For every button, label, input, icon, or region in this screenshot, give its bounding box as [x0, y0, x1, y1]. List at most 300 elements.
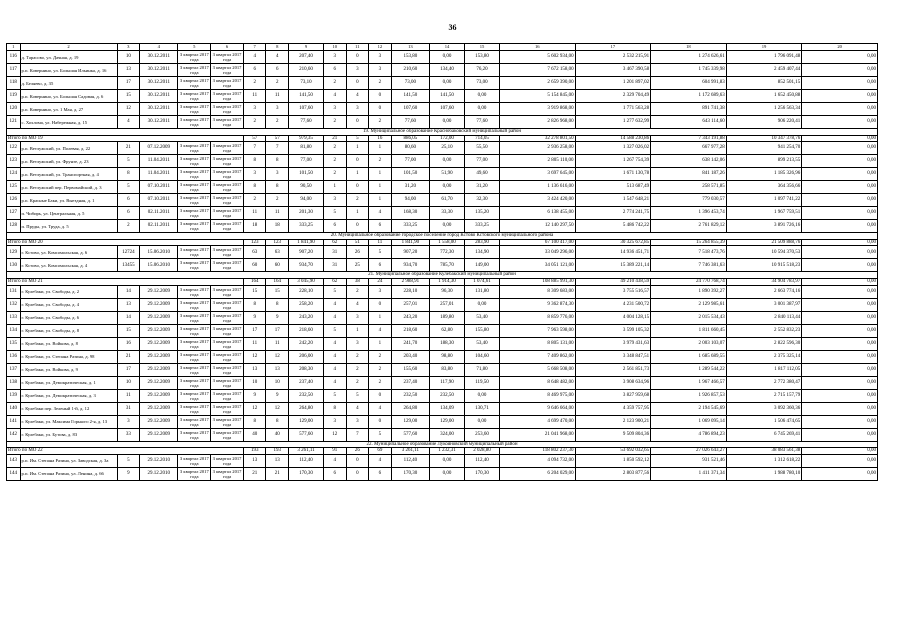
- table-cell: 0,00: [802, 311, 878, 324]
- table-cell: 12: [117, 103, 140, 116]
- table-cell: 3 квартал 2017 года: [179, 169, 209, 180]
- table-cell: 0: [346, 220, 369, 233]
- table-cell: 3 квартал 2017 года: [212, 377, 242, 388]
- table-cell: 0,00: [802, 454, 878, 467]
- table-cell: 0,00: [430, 51, 465, 64]
- table-cell: 2: [243, 77, 266, 90]
- subtotal-cell: 69: [369, 448, 392, 455]
- address-cell: г. Кулебаки пер. Зеленый 1-й, д. 12: [20, 402, 117, 415]
- row-number: 141: [7, 415, 21, 428]
- column-number: 8: [266, 44, 289, 51]
- table-cell: 3 467 390,58: [575, 64, 651, 77]
- table-row: [7, 207, 878, 220]
- table-cell: 101,50: [289, 168, 324, 181]
- subtotal-cell: 62: [324, 278, 347, 285]
- table-cell: 11.04.2011: [140, 168, 178, 181]
- table-cell: 1 289 544,22: [651, 363, 727, 376]
- table-cell: 10 915 518,23: [726, 259, 802, 272]
- table-cell: 0,00: [802, 155, 878, 168]
- table-cell: 4 231 500,72: [575, 298, 651, 311]
- table-row: [7, 246, 878, 259]
- table-cell: 11: [243, 207, 266, 220]
- table-cell: 0: [369, 415, 392, 428]
- table-cell: 1 745 339,98: [651, 64, 727, 77]
- table-cell: 3 348 847,51: [575, 350, 651, 363]
- table-cell: 29.12.2009: [140, 337, 178, 350]
- table-cell: 0,00: [802, 90, 878, 103]
- table-cell: 2 772 380,47: [726, 376, 802, 389]
- table-cell: 81,80: [289, 142, 324, 155]
- table-cell: 30.12.2011: [140, 77, 178, 90]
- table-row: [7, 168, 878, 181]
- table-cell: 5: [117, 181, 140, 194]
- table-cell: 3 квартал 2017 года: [212, 143, 242, 154]
- table-cell: 210,60: [289, 64, 324, 77]
- table-cell: 3: [346, 103, 369, 116]
- table-cell: 1 069 095,14: [651, 415, 727, 428]
- row-number: 118: [7, 77, 21, 90]
- table-cell: 12724: [117, 246, 140, 259]
- table-cell: 77,00: [289, 155, 324, 168]
- subtotal-label: Итого по МО 21: [7, 278, 244, 285]
- table-cell: 3: [346, 311, 369, 324]
- subtotal-cell: 172,00: [430, 135, 465, 142]
- table-cell: 33 049 296,00: [499, 246, 575, 259]
- table-cell: 203,40: [391, 350, 429, 363]
- table-cell: 6: [266, 64, 289, 77]
- table-cell: 577,60: [289, 428, 324, 441]
- table-cell: 9 362 874,30: [499, 298, 575, 311]
- table-cell: 3 квартал 2017 года: [212, 260, 242, 271]
- table-cell: 9 646 664,00: [499, 402, 575, 415]
- subtotal-row: [7, 448, 878, 455]
- table-cell: 0,00: [802, 181, 878, 194]
- table-cell: 6: [324, 467, 347, 480]
- table-cell: 3 квартал 2017 года: [212, 364, 242, 375]
- subtotal-cell: 2 028,80: [465, 448, 500, 455]
- table-cell: 5 154 845,00: [499, 90, 575, 103]
- subtotal-cell: 1 074,61: [465, 278, 500, 285]
- table-cell: 31,20: [391, 181, 429, 194]
- table-cell: 2 826 968,00: [499, 116, 575, 129]
- row-number: 128: [7, 220, 21, 233]
- table-cell: 2: [369, 155, 392, 168]
- table-cell: 63: [266, 246, 289, 259]
- table-cell: 2 822 596,30: [726, 337, 802, 350]
- column-number: 3: [117, 44, 140, 51]
- subtotal-cell: 0,00: [802, 135, 878, 142]
- table-cell: 2: [324, 116, 347, 129]
- table-cell: 0,00: [802, 220, 878, 233]
- column-number: 16: [499, 44, 575, 51]
- address-cell: г. Кстово, ул. Комсомольская, д. 4: [20, 259, 117, 272]
- subtotal-cell: 24: [369, 278, 392, 285]
- table-cell: 5: [117, 454, 140, 467]
- table-cell: 134,40: [430, 64, 465, 77]
- table-cell: 8: [243, 298, 266, 311]
- table-cell: 1 926 857,53: [651, 389, 727, 402]
- address-cell: г. Кулебаки, ул. Демократическая, д. 1: [20, 376, 117, 389]
- subtotal-cell: 38: [346, 278, 369, 285]
- table-cell: 1: [369, 311, 392, 324]
- subtotal-cell: 1 558,00: [430, 239, 465, 246]
- table-cell: 0,00: [802, 467, 878, 480]
- table-cell: 253,60: [465, 428, 500, 441]
- table-cell: 0,00: [430, 454, 465, 467]
- column-number: 5: [178, 44, 211, 51]
- table-cell: 1 396 453,74: [651, 207, 727, 220]
- table-cell: 907,20: [289, 246, 324, 259]
- column-number: 6: [211, 44, 244, 51]
- table-cell: 07.12.2009: [140, 142, 178, 155]
- table-cell: 0,00: [802, 51, 878, 64]
- table-cell: 155,80: [465, 324, 500, 337]
- table-cell: 2 715 157,79: [726, 389, 802, 402]
- table-cell: 210,60: [391, 64, 429, 77]
- table-cell: 2: [324, 142, 347, 155]
- table-cell: 3: [324, 415, 347, 428]
- table-row: [7, 181, 878, 194]
- table-cell: 07.10.2011: [140, 181, 178, 194]
- table-cell: 149,00: [465, 259, 500, 272]
- row-number: 124: [7, 168, 21, 181]
- table-cell: 17: [117, 363, 140, 376]
- table-cell: 5: [324, 324, 347, 337]
- table-cell: 242,20: [289, 337, 324, 350]
- table-cell: 12: [243, 350, 266, 363]
- table-cell: 0,00: [802, 246, 878, 259]
- table-cell: 3 квартал 2017 года: [212, 403, 242, 414]
- table-cell: 0: [369, 298, 392, 311]
- row-number: 138: [7, 376, 21, 389]
- subtotal-cell: 15 264 855,39: [651, 239, 727, 246]
- table-cell: 3: [369, 285, 392, 298]
- table-cell: 15.06.2010: [140, 246, 178, 259]
- table-cell: 18: [266, 220, 289, 233]
- table-cell: 207,40: [289, 51, 324, 64]
- table-cell: 73,00: [465, 77, 500, 90]
- table-cell: 13455: [117, 259, 140, 272]
- table-cell: 7 518 473,76: [651, 246, 727, 259]
- subtotal-cell: 10 347 378,76: [726, 135, 802, 142]
- table-cell: 3 919 868,00: [499, 103, 575, 116]
- address-cell: р.п. Ветлужский, ул. Полевая, д. 22: [20, 142, 117, 155]
- table-cell: 0: [346, 467, 369, 480]
- table-cell: 2: [346, 194, 369, 207]
- table-cell: 31: [324, 259, 347, 272]
- address-cell: г. Кулебаки, ул. Войкова, д. 9: [20, 363, 117, 376]
- table-cell: 60: [266, 259, 289, 272]
- table-cell: 12: [266, 350, 289, 363]
- table-cell: 77,00: [465, 155, 500, 168]
- table-cell: 4: [324, 298, 347, 311]
- table-cell: 153,80: [391, 51, 429, 64]
- table-cell: 3 908 634,96: [575, 376, 651, 389]
- table-cell: 5: [324, 285, 347, 298]
- table-cell: 4 699 470,00: [499, 415, 575, 428]
- section-heading-row: [7, 129, 878, 136]
- table-cell: 6 138 455,00: [499, 207, 575, 220]
- table-cell: 17: [117, 77, 140, 90]
- table-cell: 1 312 618,22: [726, 454, 802, 467]
- subtotal-cell: 164: [243, 278, 266, 285]
- table-cell: 129,00: [430, 415, 465, 428]
- column-number: 11: [346, 44, 369, 51]
- table-cell: 6: [117, 207, 140, 220]
- subtotal-cell: 7 343 191,88: [651, 135, 727, 142]
- table-cell: 1 277 632,99: [575, 116, 651, 129]
- table-cell: 324,00: [430, 428, 465, 441]
- table-cell: 61,70: [430, 194, 465, 207]
- table-cell: 5 668 508,00: [499, 363, 575, 376]
- table-cell: 0,00: [465, 298, 500, 311]
- table-cell: 2 194 545,69: [651, 402, 727, 415]
- table-cell: 168,30: [391, 207, 429, 220]
- table-cell: 4: [324, 363, 347, 376]
- table-cell: 73,10: [289, 77, 324, 90]
- table-cell: 112,40: [391, 454, 429, 467]
- table-cell: 73,00: [391, 77, 429, 90]
- table-cell: 577,60: [391, 428, 429, 441]
- table-cell: 3 квартал 2017 года: [179, 91, 209, 101]
- table-cell: 135,20: [465, 207, 500, 220]
- address-cell: г. Кулебаки, ул. Максима Горького 2-я, д. 13: [20, 415, 117, 428]
- table-cell: 29.12.2010: [140, 467, 178, 480]
- table-cell: 129,00: [289, 415, 324, 428]
- table-cell: 1 771 563,28: [575, 103, 651, 116]
- address-cell: г. Кулебаки, ул. Свободы, д. 4: [20, 298, 117, 311]
- table-cell: 3 квартал 2017 года: [179, 390, 209, 401]
- table-row: [7, 402, 878, 415]
- subtotal-cell: 123: [243, 239, 266, 246]
- table-cell: 8 309 683,00: [499, 285, 575, 298]
- table-cell: 931 521,46: [651, 454, 727, 467]
- table-cell: 107,60: [289, 103, 324, 116]
- table-cell: 4: [369, 402, 392, 415]
- table-cell: 3 квартал 2017 года: [212, 52, 242, 62]
- table-cell: 3 квартал 2017 года: [179, 455, 209, 466]
- subtotal-row: [7, 239, 878, 246]
- table-cell: 3 квартал 2017 года: [212, 65, 242, 75]
- subtotal-cell: 57: [243, 135, 266, 142]
- table-cell: 32,30: [465, 194, 500, 207]
- table-cell: 11.04.2011: [140, 155, 178, 168]
- table-cell: 155,60: [391, 363, 429, 376]
- address-cell: р.п. Им. Степана Разина, ул. Ленина, д. 66: [20, 467, 117, 480]
- subtotal-cell: 714,05: [465, 135, 500, 142]
- table-cell: 3: [346, 64, 369, 77]
- table-cell: 8 469 975,00: [499, 389, 575, 402]
- table-cell: 2 123 900,21: [575, 415, 651, 428]
- table-cell: 101,50: [391, 168, 429, 181]
- table-cell: 2: [369, 77, 392, 90]
- table-cell: 107,60: [430, 103, 465, 116]
- table-cell: 1: [369, 181, 392, 194]
- table-cell: 13: [243, 454, 266, 467]
- subtotal-cell: 3 261,11: [289, 448, 324, 455]
- table-cell: 2: [346, 376, 369, 389]
- table-cell: 94,00: [289, 194, 324, 207]
- table-cell: 241,70: [391, 337, 429, 350]
- table-cell: 1: [346, 168, 369, 181]
- table-cell: 1 136 616,00: [499, 181, 575, 194]
- table-cell: 2 375 325,14: [726, 350, 802, 363]
- row-number: 116: [7, 51, 21, 64]
- table-cell: 2 129 985,61: [651, 298, 727, 311]
- row-number: 131: [7, 285, 21, 298]
- table-cell: 9: [266, 389, 289, 402]
- table-cell: 0,00: [802, 64, 878, 77]
- table-cell: 141,50: [430, 90, 465, 103]
- address-cell: г. Кстово, ул. Комсомольская, д. 6: [20, 246, 117, 259]
- address-cell: р.п. Ковернино, ул. Большая Садовая, д. 6: [20, 90, 117, 103]
- table-cell: 0,00: [465, 90, 500, 103]
- table-cell: 0,00: [465, 389, 500, 402]
- table-cell: 3 квартал 2017 года: [179, 403, 209, 414]
- table-row: [7, 324, 878, 337]
- table-cell: 785,70: [430, 259, 465, 272]
- subtotal-row: [7, 278, 878, 285]
- table-cell: 2 803 877,56: [575, 467, 651, 480]
- table-cell: 8: [266, 415, 289, 428]
- table-cell: 53,40: [465, 311, 500, 324]
- address-cell: д. Тарасово, ул. Дачная, д. 19: [20, 51, 117, 64]
- subtotal-cell: 49 210 438,59: [575, 278, 651, 285]
- table-cell: 12: [243, 402, 266, 415]
- table-cell: 333,25: [391, 220, 429, 233]
- section-heading: 21. Муниципальное образование Кулебакский муниципальный район: [7, 272, 878, 279]
- subtotal-cell: 886,05: [391, 135, 429, 142]
- subtotal-cell: 26: [346, 448, 369, 455]
- table-cell: 119,50: [465, 376, 500, 389]
- table-cell: 2 659 390,00: [499, 77, 575, 90]
- table-cell: 3 квартал 2017 года: [212, 312, 242, 323]
- table-cell: 3: [324, 51, 347, 64]
- table-cell: 4: [369, 207, 392, 220]
- table-row: [7, 363, 878, 376]
- table-cell: 0,00: [430, 467, 465, 480]
- table-cell: 3 квартал 2017 года: [212, 91, 242, 101]
- row-number: 132: [7, 298, 21, 311]
- table-cell: 3 424 420,00: [499, 194, 575, 207]
- table-cell: 15: [243, 285, 266, 298]
- table-cell: 7 672 158,00: [499, 64, 575, 77]
- table-cell: 7: [243, 142, 266, 155]
- table-cell: 15.06.2010: [140, 259, 178, 272]
- row-number: 130: [7, 259, 21, 272]
- table-cell: 228,10: [391, 285, 429, 298]
- subtotal-cell: 3 045,90: [289, 278, 324, 285]
- row-number: 127: [7, 207, 21, 220]
- table-cell: 3 квартал 2017 года: [179, 247, 209, 258]
- address-cell: г. Кулебаки, ул. Степана Разина, д. 98: [20, 350, 117, 363]
- table-cell: 2: [266, 194, 289, 207]
- table-cell: 906 220,41: [726, 116, 802, 129]
- table-cell: 9: [243, 389, 266, 402]
- table-cell: 8: [243, 181, 266, 194]
- table-cell: 6: [369, 467, 392, 480]
- address-cell: г. Кулебаки, ул. Войкова, д. 8: [20, 337, 117, 350]
- table-cell: 8: [243, 155, 266, 168]
- table-cell: 29.12.2009: [140, 311, 178, 324]
- table-cell: 243,20: [391, 311, 429, 324]
- column-number: 20: [802, 44, 878, 51]
- table-cell: 934,70: [289, 259, 324, 272]
- table-cell: 258,20: [289, 298, 324, 311]
- table-cell: 21: [117, 350, 140, 363]
- table-cell: 0,00: [802, 350, 878, 363]
- section-heading: 19. Муниципальное образование Краснобаковский муниципальный район: [7, 129, 878, 136]
- address-cell: г. Кулебаки, ул. Свободы, д. 6: [20, 311, 117, 324]
- table-cell: 2 532 215,91: [575, 51, 651, 64]
- address-cell: р.п. Ковернино, ул. Большая Ильинка, д. 16: [20, 64, 117, 77]
- table-cell: 6 204 029,00: [499, 467, 575, 480]
- subtotal-cell: 123: [266, 239, 289, 246]
- table-cell: 237,40: [289, 376, 324, 389]
- table-cell: 4: [243, 51, 266, 64]
- table-cell: 29.12.2010: [140, 454, 178, 467]
- table-cell: 3 квартал 2017 года: [179, 312, 209, 323]
- subtotal-label: Итого по МО 20: [7, 239, 244, 246]
- column-number-row: [7, 44, 878, 51]
- table-cell: 4: [346, 90, 369, 103]
- table-cell: 0,00: [802, 103, 878, 116]
- table-cell: 513 687,49: [575, 181, 651, 194]
- table-cell: 15: [117, 324, 140, 337]
- table-cell: 29.12.2009: [140, 402, 178, 415]
- table-cell: 0,00: [802, 363, 878, 376]
- address-cell: г. Кулебаки, ул. Бутова, д. 83: [20, 428, 117, 441]
- table-cell: 1 811 660,45: [651, 324, 727, 337]
- table-cell: 30.12.2011: [140, 51, 178, 64]
- table-cell: 4: [346, 298, 369, 311]
- table-cell: 12: [266, 402, 289, 415]
- table-cell: 26: [346, 246, 369, 259]
- row-number: 126: [7, 194, 21, 207]
- table-cell: 129,00: [391, 415, 429, 428]
- table-cell: 134,90: [465, 246, 500, 259]
- table-cell: 5 602 934,00: [499, 51, 575, 64]
- table-cell: 3 квартал 2017 года: [179, 143, 209, 154]
- table-cell: 5: [324, 207, 347, 220]
- table-cell: 7 963 598,00: [499, 324, 575, 337]
- table-cell: 153,80: [465, 51, 500, 64]
- table-cell: 31,20: [465, 181, 500, 194]
- row-number: 142: [7, 428, 21, 441]
- table-row: [7, 337, 878, 350]
- table-cell: 0,00: [802, 389, 878, 402]
- address-cell: с. Хохлома, ул. Набережная, д. 15: [20, 116, 117, 129]
- column-number: 17: [575, 44, 651, 51]
- subtotal-cell: 34 904 783,97: [726, 278, 802, 285]
- table-cell: 667 977,28: [651, 142, 727, 155]
- table-cell: 3: [369, 64, 392, 77]
- subtotal-cell: 193: [266, 448, 289, 455]
- table-cell: 0,00: [802, 194, 878, 207]
- table-cell: 80,60: [391, 142, 429, 155]
- table-cell: 15: [117, 90, 140, 103]
- table-cell: 264,80: [289, 402, 324, 415]
- table-cell: 258 571,85: [651, 181, 727, 194]
- table-cell: 3 квартал 2017 года: [179, 429, 209, 440]
- table-cell: 604 991,83: [651, 77, 727, 90]
- table-cell: 6 745 269,41: [726, 428, 802, 441]
- table-cell: 170,30: [391, 467, 429, 480]
- table-cell: 55,50: [465, 142, 500, 155]
- column-number: 10: [324, 44, 347, 51]
- column-number: 15: [465, 44, 500, 51]
- table-cell: 3: [369, 51, 392, 64]
